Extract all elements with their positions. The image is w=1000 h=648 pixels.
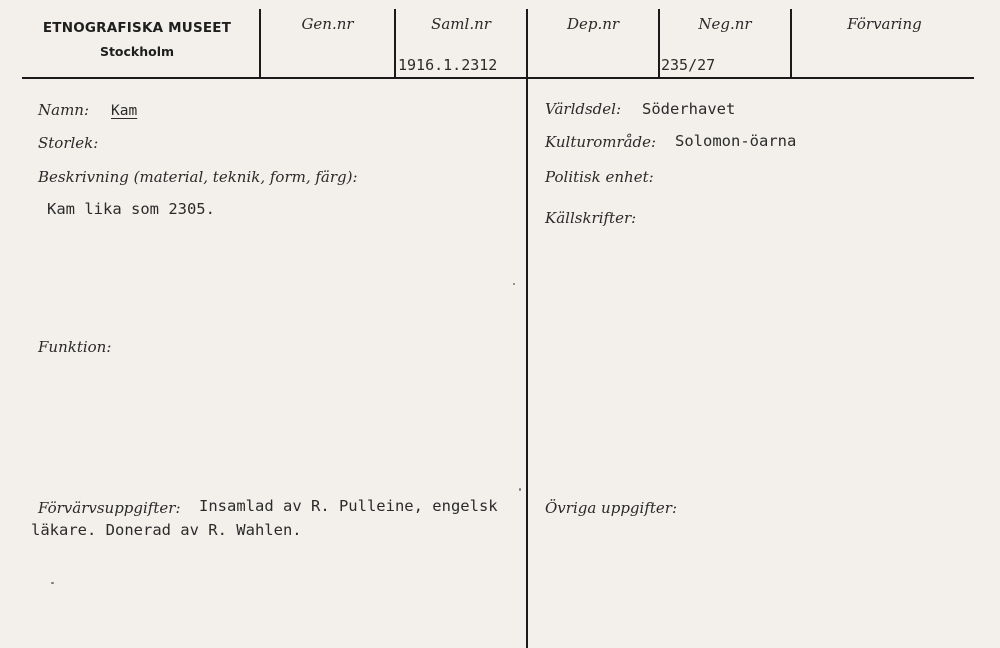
ovriga-label: Övriga uppgifter: [545,499,677,517]
paper-speck [519,488,521,491]
saml-nr-value: 1916.1.2312 [398,56,498,74]
funktion-label: Funktion: [38,338,112,356]
gen-nr-label: Gen.nr [301,15,354,33]
kallskrifter-label: Källskrifter: [545,209,637,227]
varldsdel-value: Söderhavet [642,100,736,118]
beskrivning-label: Beskrivning (material, teknik, form, färg): [38,168,358,186]
center-rule [526,79,528,648]
storlek-label: Storlek: [38,134,99,152]
forvarv-line2: läkare. Donerad av R. Wahlen. [31,521,302,539]
neg-nr-value: 235/27 [661,56,716,74]
header-rule [22,77,974,79]
kulturomrade-label: Kulturområde: [545,133,657,151]
beskrivning-value: Kam lika som 2305. [47,200,215,218]
museum-name: ETNOGRAFISKA MUSEET [42,20,232,36]
namn-label: Namn: [38,101,90,119]
paper-speck [51,582,54,584]
forvarv-line1: Insamlad av R. Pulleine, engelsk [199,497,498,515]
museum-city: Stockholm [99,44,175,59]
forvaring-label: Förvaring [847,15,922,33]
politisk-enhet-label: Politisk enhet: [545,168,654,186]
paper-speck [513,283,515,285]
namn-value: Kam [111,103,138,119]
forvarv-label: Förvärvsuppgifter: [38,499,181,517]
kulturomrade-value: Solomon-öarna [675,132,797,150]
neg-nr-label: Neg.nr [698,15,752,33]
dep-nr-label: Dep.nr [566,15,620,33]
varldsdel-label: Världsdel: [545,100,621,118]
saml-nr-label: Saml.nr [431,15,491,33]
